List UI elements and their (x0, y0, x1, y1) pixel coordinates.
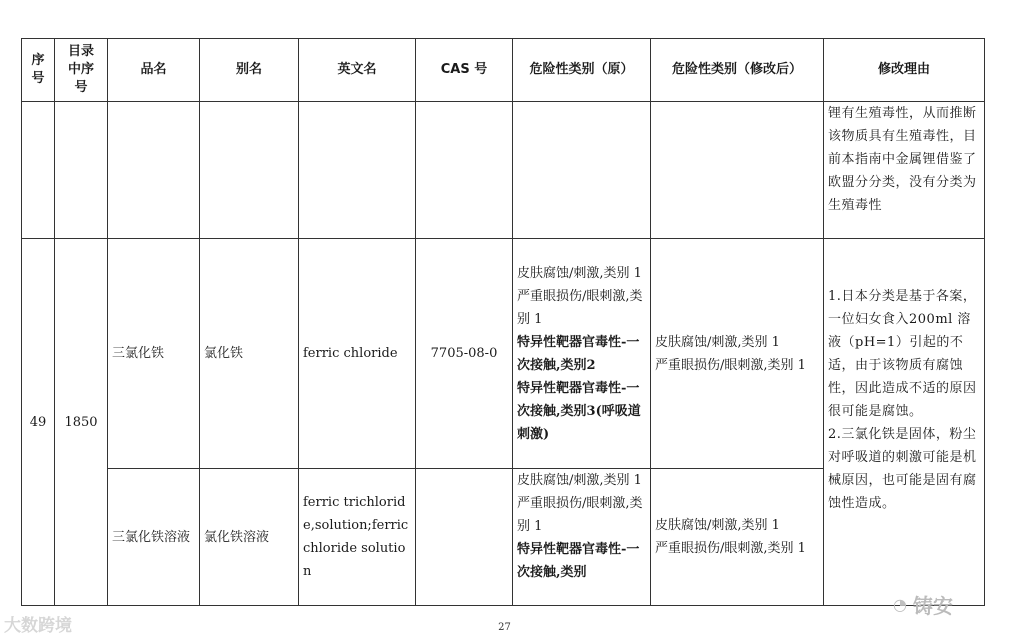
chem-english: ferric trichloride,solution;ferric chloride solution (299, 469, 416, 606)
chem-cas (416, 469, 513, 606)
header-hazard-new: 危险性类别（修改后） (651, 39, 824, 102)
header-hazard-orig: 危险性类别（原） (513, 39, 651, 102)
hazard-orig-bold: 特异性靶器官毒性-一次接触,类别 (517, 542, 640, 580)
hazard-orig (513, 469, 651, 606)
watermark-left: 大数跨境 (4, 616, 72, 636)
hazard-orig-bold: 特异性靶器官毒性-一次接触,类别2 特异性靶器官毒性-一次接触,类别3(呼吸道刺激) (517, 334, 641, 442)
hazard-new: 皮肤腐蚀/刺激,类别 1 严重眼损伤/眼刺激,类别 1 (651, 239, 824, 469)
chem-english: ferric chloride (299, 239, 416, 469)
header-row (22, 39, 985, 102)
continued-reason: 锂有生殖毒性，从而推断该物质具有生殖毒性，目前本指南中金属锂借鉴了欧盟分分类，没有分类为生殖毒性 (824, 102, 985, 239)
chem-alias: 氯化铁溶液 (200, 469, 299, 606)
chem-alias: 氯化铁 (200, 239, 299, 469)
page-number: 27 (498, 622, 511, 633)
table-row-continued (22, 102, 985, 239)
hazard-orig (513, 239, 651, 469)
chem-name: 三氯化铁溶液 (108, 469, 200, 606)
watermark-right: ◔ 铸安 (893, 594, 953, 618)
chem-cas: 7705-08-0 (416, 239, 513, 469)
header-seq: 序号 (22, 39, 55, 102)
hazard-new: 皮肤腐蚀/刺激,类别 1 严重眼损伤/眼刺激,类别 1 (651, 469, 824, 606)
header-cas: CAS 号 (416, 39, 513, 102)
header-reason: 修改理由 (824, 39, 985, 102)
header-catalog-seq: 目录中序号 (55, 39, 108, 102)
chem-name: 三氯化铁 (108, 239, 200, 469)
wechat-icon: ◔ (893, 595, 907, 614)
entry-seq: 49 (22, 239, 55, 606)
table-row (22, 239, 985, 469)
entry-catalog-seq: 1850 (55, 239, 108, 606)
entry-reason: 1.日本分类是基于各案，一位妇女食入200ml 溶液（pH=1）引起的不适，由于该物质有腐蚀性，因此造成不适的原因很可能是腐蚀。 2.三氯化铁是固体，粉尘对呼吸道的刺激可能是机械原因，也可能是固有腐蚀性造成。 (824, 239, 985, 606)
header-name: 品名 (108, 39, 200, 102)
hazard-orig-normal: 皮肤腐蚀/刺激,类别 1 严重眼损伤/眼刺激,类别 1 (517, 473, 643, 534)
hazard-orig-normal: 皮肤腐蚀/刺激,类别 1 严重眼损伤/眼刺激,类别 1 (517, 265, 643, 327)
header-alias: 别名 (200, 39, 299, 102)
header-english: 英文名 (299, 39, 416, 102)
chemical-classification-table (21, 38, 985, 606)
